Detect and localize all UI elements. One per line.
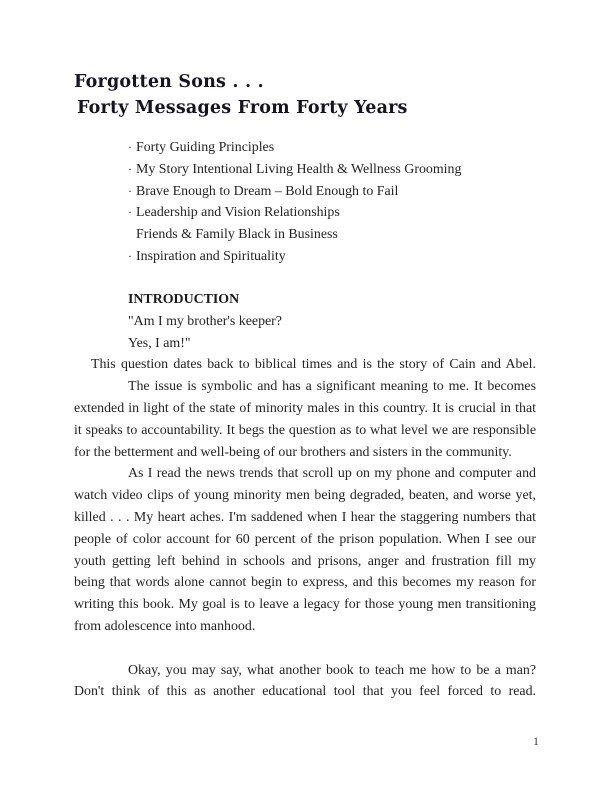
list-item [74, 224, 461, 246]
page-number: 1 [533, 736, 539, 748]
list-item [74, 181, 461, 203]
bullet-icon: · [128, 205, 132, 220]
paragraph-line: Don't think of this as another educational tool that you feel forced to read. [74, 684, 536, 700]
bullet-icon: · [128, 183, 132, 198]
list-item-label: Friends & Family Black in Business [136, 227, 338, 243]
quote-line: "Am I my brother's keeper? [128, 313, 282, 329]
paragraph-line: for the betterment and well-being of our brothers and sisters in the community. [74, 444, 512, 460]
section-heading: INTRODUCTION [128, 292, 240, 307]
quote-line: Yes, I am!" [128, 335, 191, 351]
book-title-line1: Forgotten Sons . . . [74, 72, 264, 92]
topics-list [74, 137, 461, 268]
book-title-line2: Forty Messages From Forty Years [77, 98, 408, 118]
paragraph-line: being that words alone cannot begin to express, and this becomes my reason for [74, 575, 536, 591]
paragraph-line: it speaks to accountability. It begs the question as to what level we are responsible [74, 422, 536, 438]
bullet-icon: · [128, 248, 132, 263]
list-item [74, 202, 461, 224]
paragraph-line: from adolescence into manhood. [74, 618, 256, 634]
paragraph-line: killed . . . My heart aches. I'm saddened when I hear the staggering numbers that [74, 509, 536, 525]
list-item-label: Brave Enough to Dream – Bold Enough to Fail [136, 183, 399, 199]
paragraph-line: youth getting left behind in schools and prisons, anger and frustration fill my [74, 553, 536, 569]
introduction-section [74, 289, 536, 703]
paragraph-line: This question dates back to biblical times and is the story of Cain and Abel. [91, 357, 536, 373]
list-item-label: My Story Intentional Living Health & Wellness Grooming [136, 161, 462, 177]
list-item-label: Inspiration and Spirituality [136, 248, 286, 264]
blank-line [74, 638, 536, 660]
book-title [74, 69, 408, 121]
list-item [74, 159, 461, 181]
list-item-label: Leadership and Vision Relationships [136, 205, 340, 221]
paragraph-line: watch video clips of young minority men being degraded, beaten, and worse yet, [74, 488, 536, 504]
paragraph-line: extended in light of the state of minority males in this country. It is crucial in that [74, 400, 536, 416]
paragraph-line: As I read the news trends that scroll up on my phone and computer and [128, 466, 536, 482]
paragraph-line: Okay, you may say, what another book to teach me how to be a man? [128, 662, 536, 678]
bullet-icon: · [128, 161, 132, 176]
paragraph-line: writing this book. My goal is to leave a legacy for those young men transitioning [74, 597, 536, 613]
bullet-icon: · [128, 140, 132, 154]
paragraph-line: The issue is symbolic and has a significant meaning to me. It becomes [128, 379, 536, 395]
list-item-label: Forty Guiding Principles [136, 140, 275, 155]
paragraph-line: people of color account for 60 percent of the prison population. When I see our [74, 531, 536, 547]
list-item [74, 137, 461, 159]
list-item [74, 246, 461, 268]
